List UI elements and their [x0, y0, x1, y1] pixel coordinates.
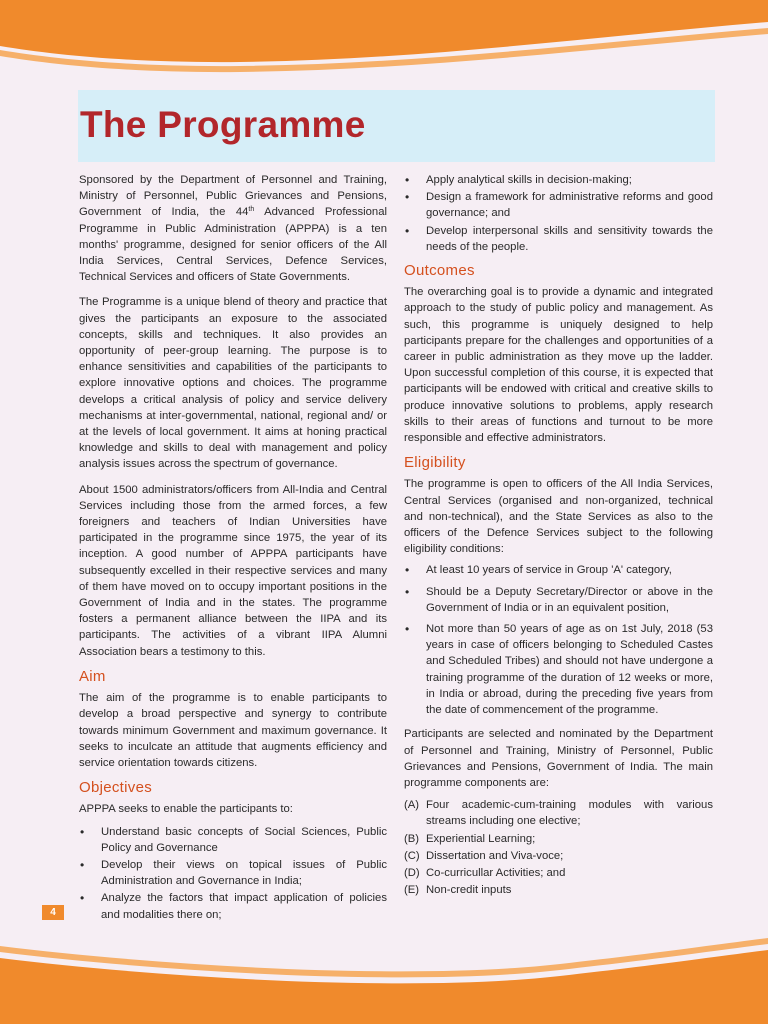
list-item: • Develop interpersonal skills and sensitivity towards the needs of the people.: [404, 223, 713, 255]
list-item: (C) Dissertation and Viva-voce;: [404, 849, 564, 862]
page-number: 4: [42, 905, 64, 920]
list-item: (B) Experiential Learning;: [404, 832, 536, 845]
alumni-paragraph: About 1500 administrators/officers from All-India and Central Services including those from the armed forces, a few foreigners and teachers of Indian Universities have participated in the programme since 1975, the year of its inception. A good number of APPPA participants have subsequently excelled in their respective services and many of them have moved on to occupy important positions in the Government of India and in the states. The programme fosters a permanent alliance between the IIPA and its participants. The activities of a vibrant IIPA Alumni Association bears a testimony to this.: [79, 483, 387, 658]
eligibility-paragraph: The programme is open to officers of the All India Services, Central Services (organised and non-organized, technical and non-technical), and the State Services as also to the officers of the Defence Services subject to the following eligibility conditions:: [404, 478, 713, 556]
selection-paragraph: Participants are selected and nominated by the Department of Personnel and Training, Ministry of Personnel, Public Grievances and Pensions, Government of India. The main programme components are:: [404, 728, 713, 789]
list-item: (E) Non-credit inputs: [404, 884, 512, 897]
list-item: • Apply analytical skills in decision-making;: [404, 172, 713, 188]
right-column: [404, 172, 713, 899]
left-column: [79, 172, 387, 931]
blend-paragraph: The Programme is a unique blend of theory and practice that gives the participants an exposure to the associated concepts, skills and techniques. It also provides an opportunity of peer-group learning. The purpose is to enhance sensitivities and capabilities of the participants to explore innovative options and choices. The programme develops a critical analysis of policy and service delivery mechanisms at inter-governmental, national, regional and/ or at the levels of local government. It aims at honing practical knowledge and skills to deal with management and policy analysis issues across the spectrum of governance.: [79, 296, 387, 471]
eligibility-heading: Eligibility: [404, 454, 466, 472]
outcomes-heading: Outcomes: [404, 262, 475, 280]
objectives-intro: APPPA seeks to enable the participants to:: [79, 803, 293, 816]
objectives-list: [79, 824, 387, 923]
page-title: The Programme: [80, 104, 366, 145]
list-item: (A) Four academic-cum-training modules with various streams including one elective;: [404, 799, 713, 828]
list-item: • Not more than 50 years of age as on 1st July, 2018 (53 years in case of officers belonging to Scheduled Castes and Scheduled Tribes) and should not have undergone a training programme of the duration of 12 weeks or more, in India or abroad, during the preceding five years from the date of commencement of the programme.: [404, 621, 713, 718]
intro-paragraph: Sponsored by the Department of Personnel and Training, Ministry of Personnel, Public Grievances and Pensions, Government of India, the 44th Advanced Professional Programme in Public Administration (APPPA) is a ten months' programme, designed for senior officers of the All India Services, Central Services, Defence Services, Technical Services and officers of State Governments.: [79, 174, 387, 284]
list-item: • Analyze the factors that impact application of policies and modalities there on;: [79, 890, 387, 922]
list-item: (D) Co-curricullar Activities; and: [404, 866, 566, 879]
top-wave-decoration: [0, 0, 768, 80]
list-item: • Should be a Deputy Secretary/Director or above in the Government of India or in an equivalent position,: [404, 584, 713, 616]
outcomes-paragraph: The overarching goal is to provide a dynamic and integrated approach to the study of public policy and management. As such, this programme is uniquely designed to help participants prepare for the challenges and opportunities of a career in public administration as they move up the ladder. Upon successful completion of this course, it is expected that participants will be endowed with critical and creative skills to produce innovative solutions to problems, apply research skills to their areas of functions and turnout to be more responsible and effective administrators.: [404, 286, 713, 445]
list-item: • Understand basic concepts of Social Sciences, Public Policy and Governance: [79, 824, 387, 856]
aim-heading: Aim: [79, 667, 106, 685]
bottom-wave-decoration: [0, 924, 768, 1024]
list-item: • At least 10 years of service in Group 'A' category,: [404, 562, 713, 578]
components-list: [404, 797, 713, 898]
title-banner: [78, 90, 715, 162]
objectives-heading: Objectives: [79, 779, 153, 797]
eligibility-conditions-list: [404, 562, 713, 718]
list-item: • Design a framework for administrative reforms and good governance; and: [404, 189, 713, 221]
objectives-list-continued: [404, 172, 713, 255]
aim-paragraph: The aim of the programme is to enable participants to develop a broad perspective and synergy to contribute towards minimum Government and maximum governance. It seeks to inculcate an attitude that augments efficiency and service orientation towards citizens.: [79, 692, 387, 769]
list-item: • Develop their views on topical issues of Public Administration and Governance in India;: [79, 857, 387, 889]
